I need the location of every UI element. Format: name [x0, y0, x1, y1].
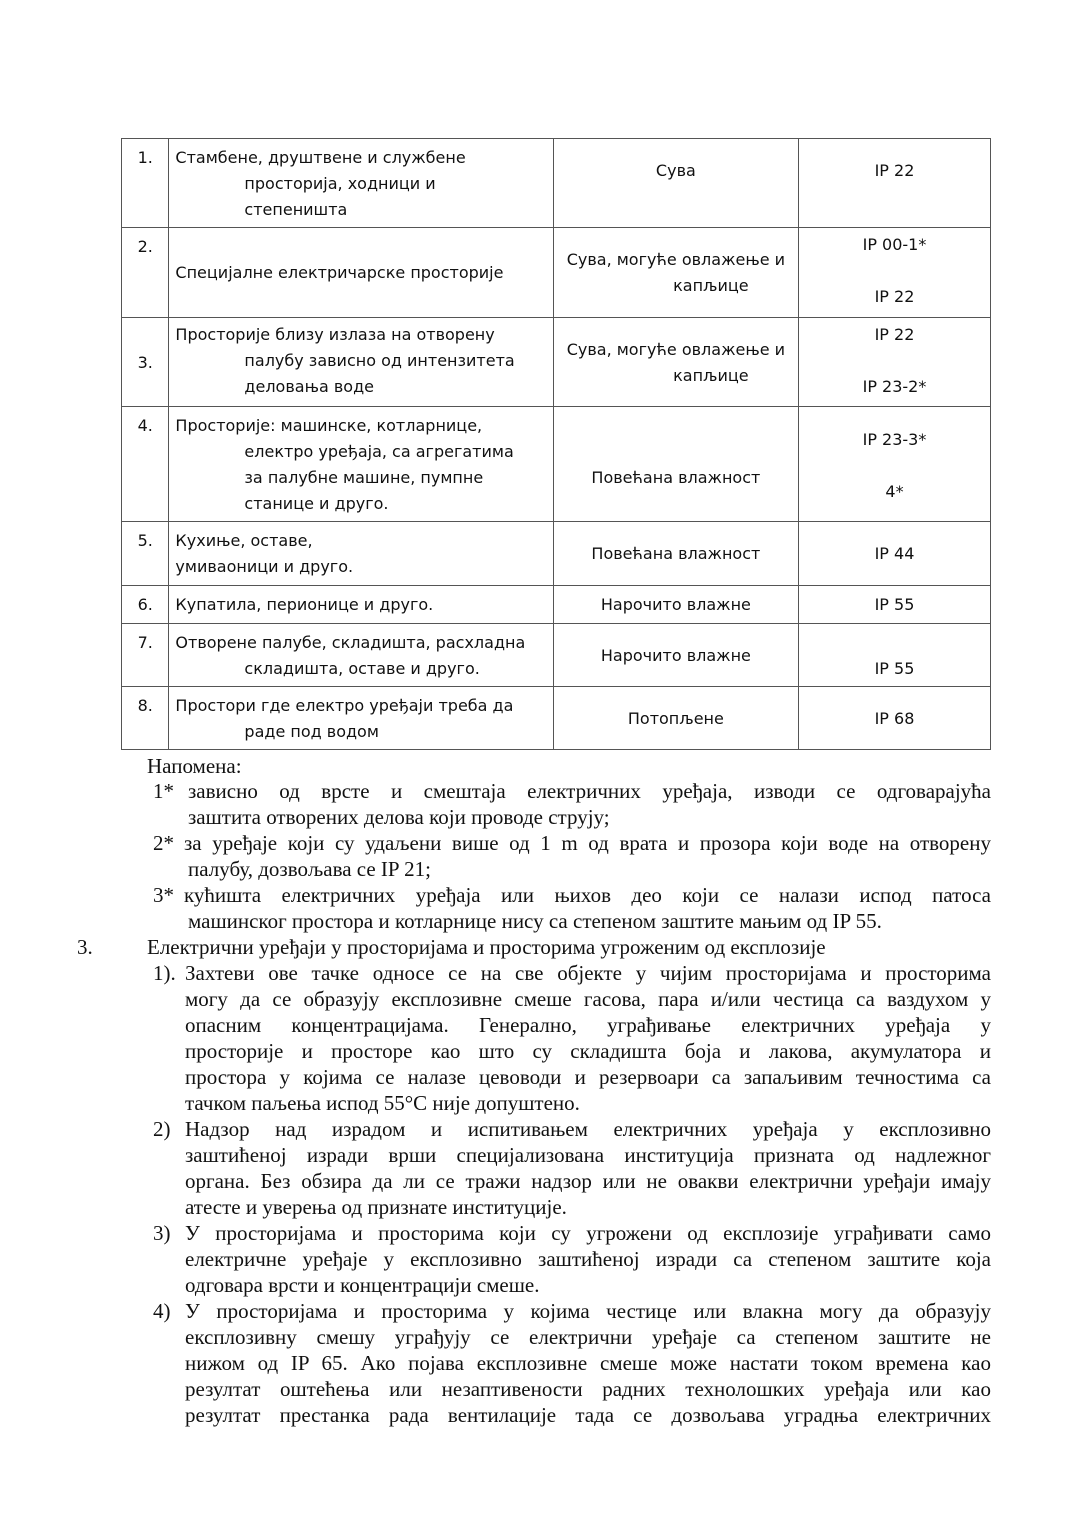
- row-number: 1.: [137, 148, 153, 167]
- table-row: [122, 522, 991, 586]
- footnote-text: кућишта електричних уређаја или њихов део који се налази испод патоса: [184, 883, 991, 907]
- row-ip-rating: IP 55: [874, 659, 915, 678]
- table-row: [122, 586, 991, 624]
- footnote-text: машинског простора и котларнице нису са степеном заштите мањим од IP 55.: [188, 909, 882, 933]
- list-item-text: одговара врсти и концентрацији смеше.: [185, 1273, 540, 1297]
- row-ip-rating: IP 22: [874, 287, 915, 306]
- row-description: Простори где електро уређаји треба да: [175, 696, 514, 715]
- row-condition: Сува: [655, 161, 696, 180]
- row-ip-rating: IP 23-2*: [862, 377, 927, 396]
- table-row: [122, 624, 991, 687]
- list-item-text: могу да се образују експлозивне смеше гасова, пара и/или честица са ваздухом у: [185, 987, 991, 1011]
- row-condition: Повећана влажност: [591, 544, 761, 563]
- row-number: 4.: [137, 416, 153, 435]
- list-item-text: резултат оштећења или незаптивености радних технолошких уређаја или као: [185, 1377, 991, 1401]
- list-item-text: експлозивну смешу уграђују се електрични уређаје са степеном заштите не: [185, 1325, 991, 1349]
- table-row: [122, 687, 991, 750]
- row-description: умиваоници и друго.: [175, 557, 354, 576]
- row-condition: Сува, могуће овлажење и: [566, 340, 786, 359]
- list-item-text: тачком паљења испод 55°C није допуштено.: [185, 1091, 580, 1115]
- table-row: [122, 139, 991, 228]
- row-description: станице и друго.: [244, 494, 389, 513]
- row-description: Просторије: машинске, котларнице,: [175, 416, 483, 435]
- section-title: Електрични уређаји у просторијама и просторима угроженим од експлозије: [147, 935, 826, 959]
- row-description: раде под водом: [244, 722, 379, 741]
- list-item-text: Захтеви ове тачке односе се на све објекте у чијим просторијама и просторима: [185, 961, 991, 985]
- list-item-text: заштићеној изради врши специјализована институција призната од надлежног: [185, 1143, 991, 1167]
- row-ip-rating: IP 55: [874, 595, 915, 614]
- row-description: Отворене палубе, складишта, расхладна: [175, 633, 526, 652]
- list-item-text: простора у којима се налазе цевоводи и резервоари са запаљивим течностима са: [185, 1065, 991, 1089]
- row-condition: Нарочито влажне: [600, 595, 751, 614]
- row-description: Стамбене, друштвене и службене: [175, 148, 466, 167]
- footnote-mark: 2*: [153, 831, 174, 855]
- row-condition: Сува, могуће овлажење и: [566, 250, 786, 269]
- list-item-mark: 2): [153, 1117, 171, 1141]
- list-item-text: резултат престанка рада вентилације тада се дозвољава уградња електричних: [185, 1403, 991, 1427]
- section-number: 3.: [77, 935, 93, 959]
- row-description: просторија, ходници и: [244, 174, 436, 193]
- row-description: палубу зависно од интензитета: [244, 351, 515, 370]
- row-ip-rating: IP 23-3*: [862, 430, 927, 449]
- footnote-text: заштита отворених делова који проводе струју;: [188, 805, 610, 829]
- list-item-text: електричне уређаје у експлозивно заштићеној изради са степеном заштите која: [185, 1247, 991, 1271]
- table-row: [122, 228, 991, 318]
- row-description: Просторије близу излаза на отворену: [175, 325, 495, 344]
- list-item-text: просторије и просторе као што су складишта боја и лакова, акумулатора и: [185, 1039, 991, 1063]
- row-condition: капљице: [673, 276, 749, 295]
- list-item-text: органа. Без обзира да ли се тражи надзор или не овакви електрични уређаји имају: [185, 1169, 991, 1193]
- row-description: Кухиње, оставе,: [175, 531, 313, 550]
- row-condition: Потопљене: [627, 709, 724, 728]
- row-description: за палубне машине, пумпне: [244, 468, 484, 487]
- list-item-text: атесте и уверења од признате институције.: [185, 1195, 567, 1219]
- row-number: 5.: [137, 531, 153, 550]
- list-item-text: У просторијама и просторима који су угрожени од експлозије уграђивати само: [185, 1221, 991, 1245]
- row-description: деловања воде: [244, 377, 374, 396]
- row-description: складишта, оставе и друго.: [244, 659, 480, 678]
- row-ip-rating: IP 22: [874, 161, 915, 180]
- row-number: 7.: [137, 633, 153, 652]
- list-item-mark: 1).: [153, 961, 176, 985]
- row-ip-rating: IP 44: [874, 544, 915, 563]
- row-description: Специјалне електричарске просторије: [175, 263, 504, 282]
- list-item-text: нижом од IP 65. Ако појава експлозивне смеше може настати током времена као: [185, 1351, 991, 1375]
- list-item-mark: 3): [153, 1221, 171, 1245]
- list-item-mark: 4): [153, 1299, 171, 1323]
- row-ip-rating: IP 00-1*: [862, 235, 927, 254]
- row-number: 2.: [137, 237, 153, 256]
- footnote-mark: 3*: [153, 883, 174, 907]
- row-description: Купатила, перионице и друго.: [175, 595, 434, 614]
- row-condition: Повећана влажност: [591, 468, 761, 487]
- row-ip-rating: IP 68: [874, 709, 915, 728]
- row-ip-rating: IP 22: [874, 325, 915, 344]
- protection-table: [121, 138, 991, 750]
- footnote-mark: 1*: [153, 779, 174, 803]
- row-description: степеништа: [244, 200, 348, 219]
- row-number: 6.: [137, 595, 153, 614]
- footnote-text: за уређаје који су удаљени више од 1 m од врата и прозора који воде на отворену: [184, 831, 991, 855]
- table-row: [122, 407, 991, 522]
- row-number: 3.: [137, 353, 153, 372]
- row-description: електро уређаја, са агрегатима: [244, 442, 514, 461]
- row-condition: капљице: [673, 366, 749, 385]
- row-condition: Нарочито влажне: [600, 646, 751, 665]
- row-ip-footnote: 4*: [885, 482, 904, 501]
- footnote-text: зависно од врсте и смештаја електричних уређаја, изводи се одговарајућа: [188, 779, 991, 803]
- list-item-text: У просторијама и просторима у којима честице или влакна могу да образују: [185, 1299, 991, 1323]
- list-item-text: Надзор над израдом и испитивањем електричних уређаја у експлозивно: [185, 1117, 991, 1141]
- list-item-text: опасним концентрацијама. Генерално, уграђивање електричних уређаја у: [185, 1013, 991, 1037]
- footnote-text: палубу, дозвољава се IP 21;: [188, 857, 431, 881]
- table-row: [122, 318, 991, 407]
- row-number: 8.: [137, 696, 153, 715]
- note-title: Напомена:: [147, 754, 242, 778]
